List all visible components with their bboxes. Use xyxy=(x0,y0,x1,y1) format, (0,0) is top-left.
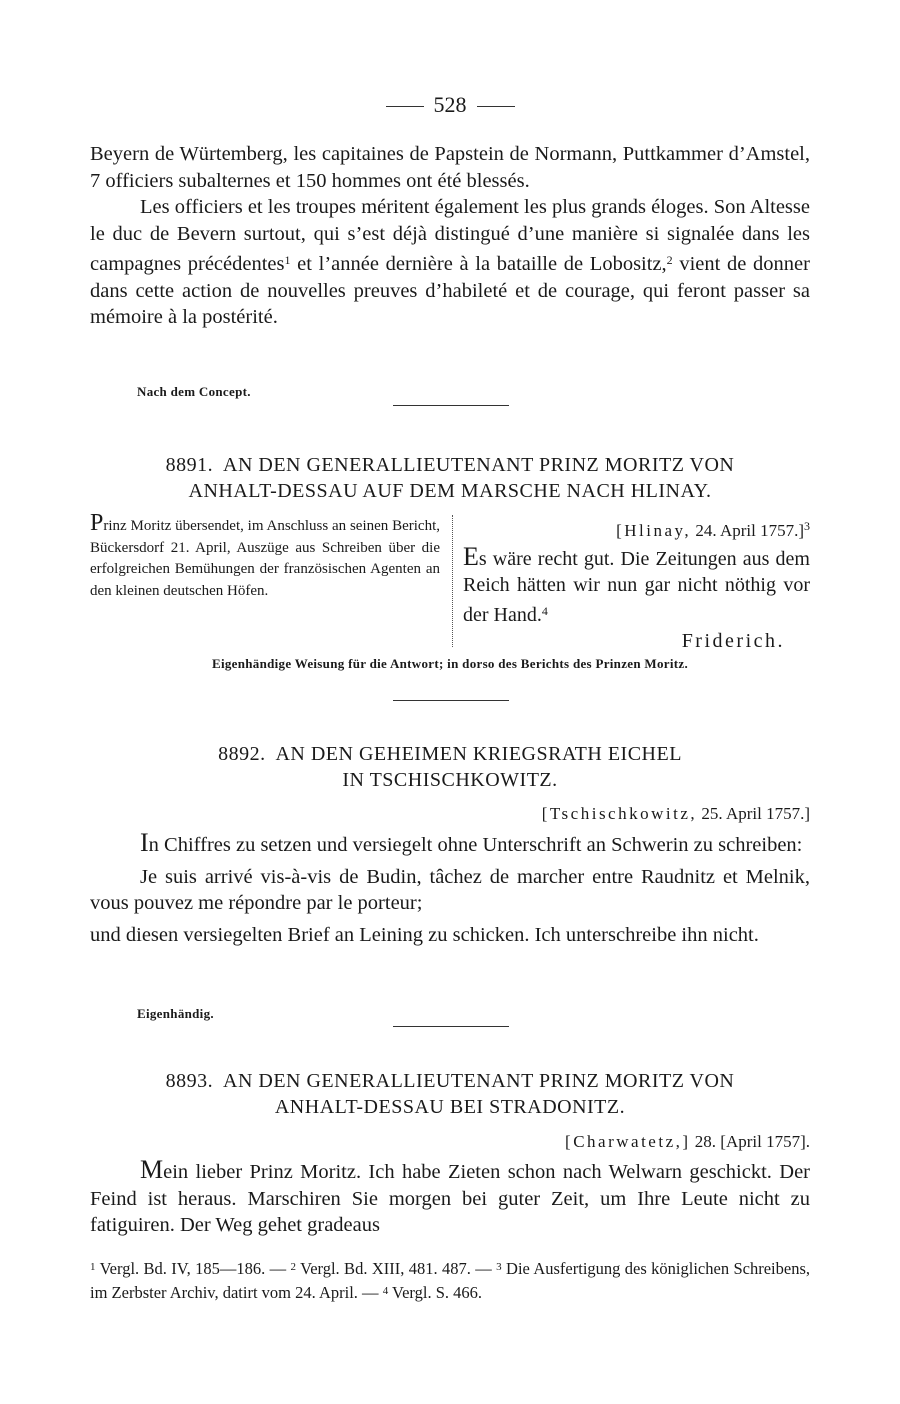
letter-8891-date-place: [Hlinay, xyxy=(616,521,692,540)
letter-8892-initial: I xyxy=(140,828,149,857)
footnote-2: Vergl. Bd. XIII, 481. 487. — xyxy=(296,1259,497,1278)
page-number-line xyxy=(0,92,900,118)
letter-8891-reply xyxy=(463,513,810,654)
paragraph-2-part-b: et l’année dernière à la bataille de Lobositz, xyxy=(290,253,667,275)
letter-8891-heading xyxy=(90,452,810,504)
footnote-ref-1: 1 xyxy=(284,253,291,267)
page-number: 528 xyxy=(433,92,467,117)
letter-8892-date-rest: 25. April 1757.] xyxy=(701,804,810,823)
letter-8892-paragraph-1 xyxy=(90,830,810,859)
letter-8891-heading-line2: ANHALT-DESSAU AUF DEM MARSCHE NACH HLINAY. xyxy=(188,480,712,502)
letter-8892-body xyxy=(90,830,810,948)
footnote-1: Vergl. Bd. IV, 185—186. — xyxy=(95,1259,291,1278)
letter-8893-number: 8893. xyxy=(165,1070,214,1092)
footnote-ref-3: 3 xyxy=(804,519,810,533)
continuation-text xyxy=(90,141,810,331)
letter-8892-date xyxy=(90,802,810,826)
letter-8893-p1-text: ein lieber Prinz Moritz. Ich habe Zieten schon nach Welwarn geschickt. Der Feind ist heraus. Marschiren Sie morgen bei guter Zeit, um Ihre Leute nicht zu fatiguiren. Der Weg gehet gradeaus xyxy=(90,1161,810,1236)
letter-8892-p1-text: n Chiffres zu setzen und versiegelt ohne Unterschrift an Schwerin zu schreiben: xyxy=(148,834,803,856)
letter-8892-heading-text1: AN DEN GEHEIMEN KRIEGSRATH EICHEL xyxy=(275,743,682,765)
column-divider xyxy=(452,515,453,647)
footnote-ref-2: 2 xyxy=(666,253,673,267)
letter-8892-paragraph-3: und diesen versiegelten Brief an Leining zu schicken. Ich unterschreibe ihn nicht. xyxy=(90,923,759,946)
section-divider xyxy=(393,1026,509,1027)
footnote-4: Vergl. S. 466. xyxy=(388,1283,483,1302)
source-note: Nach dem Concept. xyxy=(137,384,251,399)
reply-initial: E xyxy=(463,542,479,571)
letter-8893-date-place: [Charwatetz,] xyxy=(565,1132,691,1151)
letter-8892-heading xyxy=(90,741,810,793)
letter-8892-heading-line1 xyxy=(90,741,810,767)
footnotes xyxy=(90,1256,810,1304)
letter-8891-note: Eigenhändige Weisung für die Antwort; in dorso des Berichts des Prinzen Moritz. xyxy=(211,656,689,671)
letter-8893-heading-text1: AN DEN GENERALLIEUTENANT PRINZ MORITZ VON xyxy=(223,1070,735,1092)
footnote-1-mark: 1 xyxy=(90,1261,96,1273)
continuation-paragraph-1: Beyern de Würtemberg, les capitaines de Papstein de Normann, Puttkammer d’Amstel, 7 officiers subalternes et 150 hommes ont été blessés. xyxy=(90,143,810,192)
summary-initial: P xyxy=(90,510,104,536)
letter-8893-date xyxy=(90,1130,810,1154)
footnote-3-mark: 3 xyxy=(496,1261,502,1273)
paragraph-2-part-a: Les officiers et les troupes méritent également les plus grands éloges. Son Altesse le duc de Bevern surtout, qui s’est déjà distingué d’une manière si signalée dans les campagnes précédentes xyxy=(90,196,810,275)
letter-8891-heading-text1: AN DEN GENERALLIEUTENANT PRINZ MORITZ VON xyxy=(223,454,735,476)
letter-8893-heading-line2: ANHALT-DESSAU BEI STRADONITZ. xyxy=(274,1096,626,1118)
letter-8893-date-rest: 28. [April 1757]. xyxy=(694,1132,810,1151)
letter-8892-date-place: [Tschischkowitz, xyxy=(541,804,698,823)
letter-8893-heading xyxy=(90,1068,810,1120)
letter-8891-number: 8891. xyxy=(165,454,214,476)
section-divider xyxy=(393,700,509,701)
letter-8892-paragraph-2: Je suis arrivé vis-à-vis de Budin, tâchez de marcher entre Raudnitz et Melnik, vous pouvez me répondre par le porteur; xyxy=(90,865,810,914)
letter-8891-reply-text xyxy=(463,544,810,628)
letter-8891-signature: Friderich. xyxy=(681,630,785,652)
section-divider xyxy=(393,405,509,406)
paragraph-2-part-c: vient de donner dans cette action de nouvelles preuves d’habileté et de courage, qui feront passer sa mémoire à la postérité. xyxy=(90,253,810,328)
footnote-3: Die Ausfertigung des königlichen Schreibens, im Zerbster Archiv, datirt vom 24. April. — xyxy=(90,1259,810,1302)
letter-8892-note: Eigenhändig. xyxy=(137,1006,214,1021)
footnote-ref-4: 4 xyxy=(541,604,548,618)
letter-8891-date-rest: 24. April 1757.] xyxy=(695,521,804,540)
letter-8891-summary xyxy=(90,510,440,602)
letter-8891-heading-line1 xyxy=(90,452,810,478)
footnote-4-mark: 4 xyxy=(382,1285,389,1297)
letter-8892-number: 8892. xyxy=(218,743,266,765)
footnote-2-mark: 2 xyxy=(290,1261,297,1273)
page-number-dash-left xyxy=(386,106,424,107)
letter-8893-paragraph-1 xyxy=(90,1157,810,1239)
page-number-dash-right xyxy=(477,106,515,107)
continuation-paragraph-2 xyxy=(90,194,810,331)
letter-8893-initial: M xyxy=(140,1155,164,1184)
letter-8891-date xyxy=(463,513,810,544)
reply-text: s wäre recht gut. Die Zeitungen aus dem Reich hätten wir nun gar nicht nöthig vor der Hand. xyxy=(463,548,810,626)
summary-text: rinz Moritz übersendet, im Anschluss an seinen Bericht, Bückersdorf 21. April, Auszüge aus Schreiben über die erfolgreichen Bemühungen der französischen Agenten an den kleinen deutschen Höfen. xyxy=(90,518,440,599)
letter-8891-columns xyxy=(90,510,810,652)
letter-8893-body xyxy=(90,1157,810,1239)
letter-8892-heading-line2: IN TSCHISCHKOWITZ. xyxy=(342,769,558,791)
letter-8893-heading-line1 xyxy=(90,1068,810,1094)
